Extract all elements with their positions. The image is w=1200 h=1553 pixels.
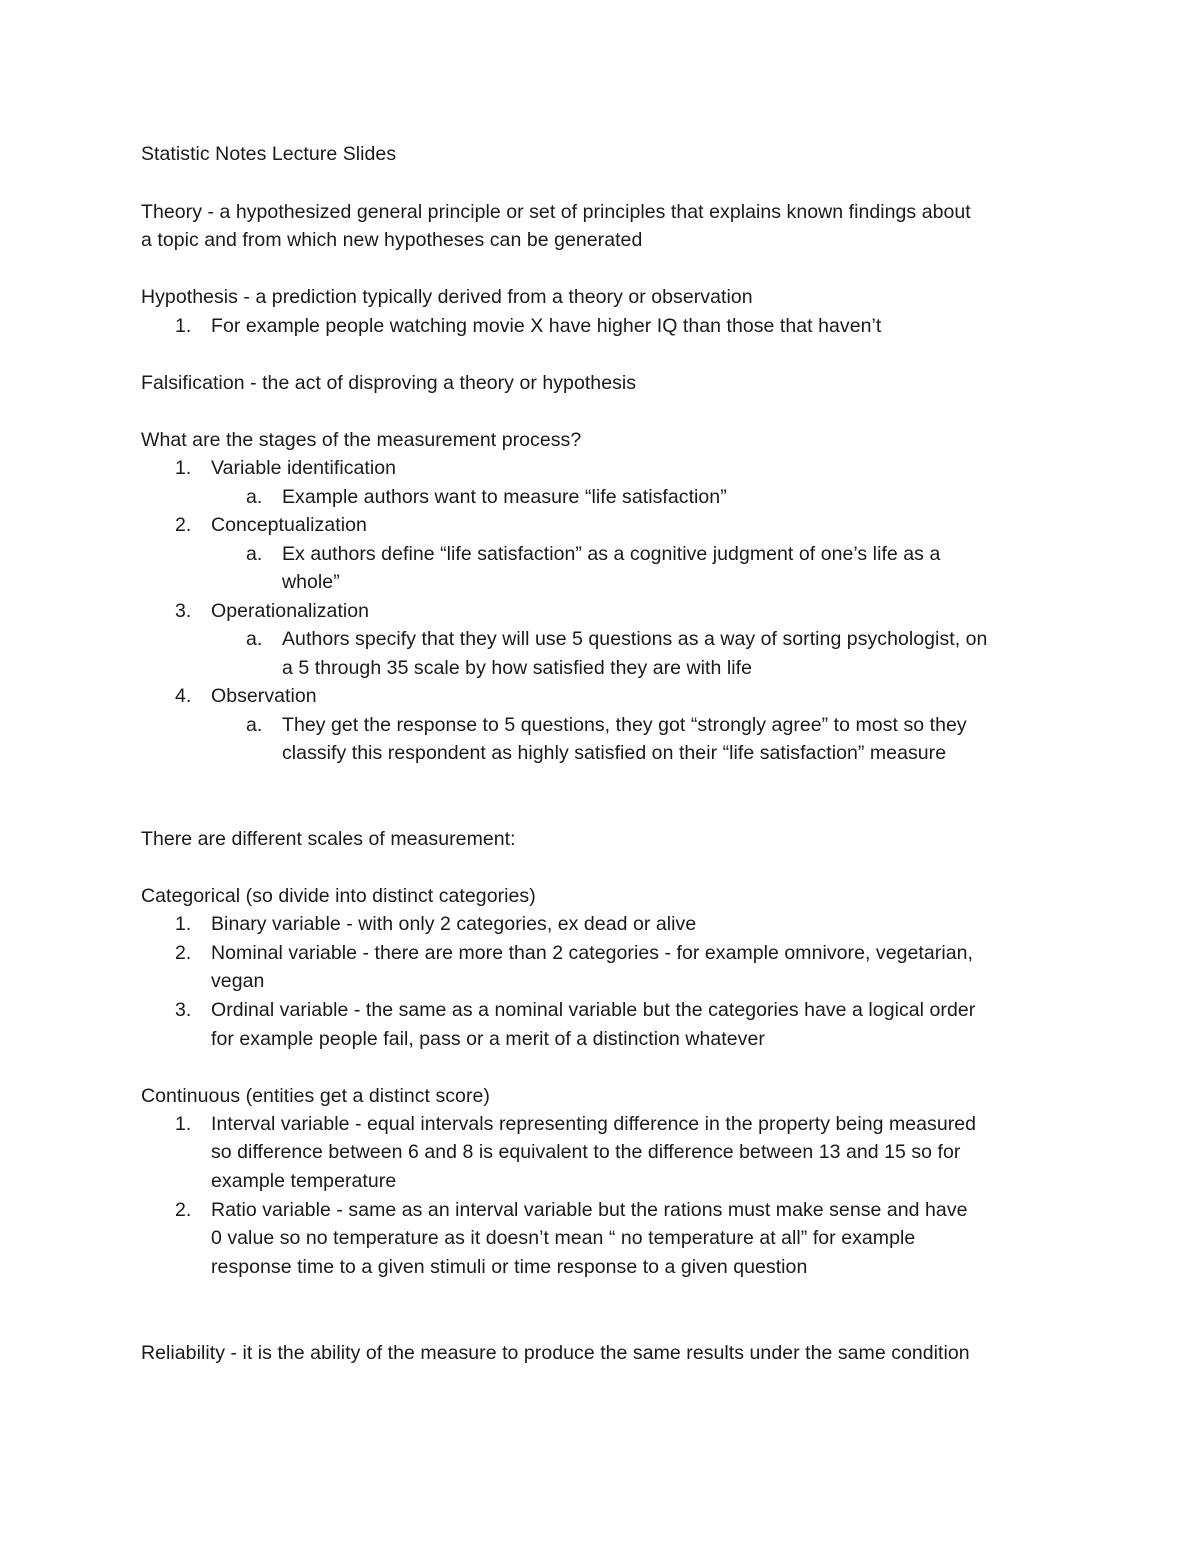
scales-intro: There are different scales of measurement: — [141, 828, 516, 850]
continuous-item: Ratio variable - same as an interval variable but the rations must make sense and have — [211, 1199, 968, 1221]
sub-list-marker: a. — [246, 486, 263, 508]
categorical-item: Nominal variable - there are more than 2 categories - for example omnivore, vegetarian, — [211, 942, 973, 964]
sub-list-marker: a. — [246, 543, 263, 565]
categorical-heading: Categorical (so divide into distinct categories) — [141, 885, 536, 907]
stage-example: Example authors want to measure “life satisfaction” — [282, 486, 727, 508]
list-marker: 1. — [175, 457, 192, 479]
stage-example: Authors specify that they will use 5 questions as a way of sorting psychologist, on — [282, 628, 988, 650]
theory-definition-line-2: a topic and from which new hypotheses can be generated — [141, 229, 643, 251]
sub-list-marker: a. — [246, 714, 263, 736]
stage-example: classify this respondent as highly satisfied on their “life satisfaction” measure — [282, 742, 947, 764]
list-marker: 4. — [175, 685, 192, 707]
stage-example: whole” — [282, 571, 340, 593]
list-marker: 2. — [175, 1199, 192, 1221]
list-marker: 3. — [175, 999, 192, 1021]
list-marker: 2. — [175, 514, 192, 536]
hypothesis-example: For example people watching movie X have higher IQ than those that haven’t — [211, 315, 882, 337]
continuous-item: Interval variable - equal intervals representing difference in the property being measured — [211, 1113, 977, 1135]
stage-example: Ex authors define “life satisfaction” as a cognitive judgment of one’s life as a — [282, 543, 941, 565]
continuous-item: 0 value so no temperature as it doesn’t mean “ no temperature at all” for example — [211, 1227, 916, 1249]
list-marker: 1. — [175, 315, 192, 337]
categorical-item: vegan — [211, 970, 265, 992]
continuous-item: example temperature — [211, 1170, 397, 1192]
list-marker: 1. — [175, 1113, 192, 1135]
theory-definition-line-1: Theory - a hypothesized general principle or set of principles that explains known findings about — [141, 201, 971, 223]
continuous-item: so difference between 6 and 8 is equivalent to the difference between 13 and 15 so for — [211, 1141, 961, 1163]
stage-label: Operationalization — [211, 600, 370, 622]
list-marker: 3. — [175, 600, 192, 622]
stage-label: Variable identification — [211, 457, 397, 479]
document-title: Statistic Notes Lecture Slides — [141, 143, 397, 165]
stage-example: They get the response to 5 questions, they got “strongly agree” to most so they — [282, 714, 967, 736]
continuous-heading: Continuous (entities get a distinct score) — [141, 1085, 490, 1107]
categorical-item: for example people fail, pass or a merit of a distinction whatever — [211, 1028, 765, 1050]
list-marker: 2. — [175, 942, 192, 964]
hypothesis-definition: Hypothesis - a prediction typically derived from a theory or observation — [141, 286, 753, 308]
list-marker: 1. — [175, 913, 192, 935]
stage-label: Observation — [211, 685, 317, 707]
stage-example: a 5 through 35 scale by how satisfied they are with life — [282, 657, 752, 679]
sub-list-marker: a. — [246, 628, 263, 650]
reliability-definition: Reliability - it is the ability of the measure to produce the same results under the same condition — [141, 1342, 970, 1364]
continuous-item: response time to a given stimuli or time response to a given question — [211, 1256, 808, 1278]
stage-label: Conceptualization — [211, 514, 367, 536]
stages-question: What are the stages of the measurement process? — [141, 429, 582, 451]
falsification-definition: Falsification - the act of disproving a theory or hypothesis — [141, 372, 637, 394]
categorical-item: Binary variable - with only 2 categories, ex dead or alive — [211, 913, 697, 935]
categorical-item: Ordinal variable - the same as a nominal variable but the categories have a logical order — [211, 999, 976, 1021]
